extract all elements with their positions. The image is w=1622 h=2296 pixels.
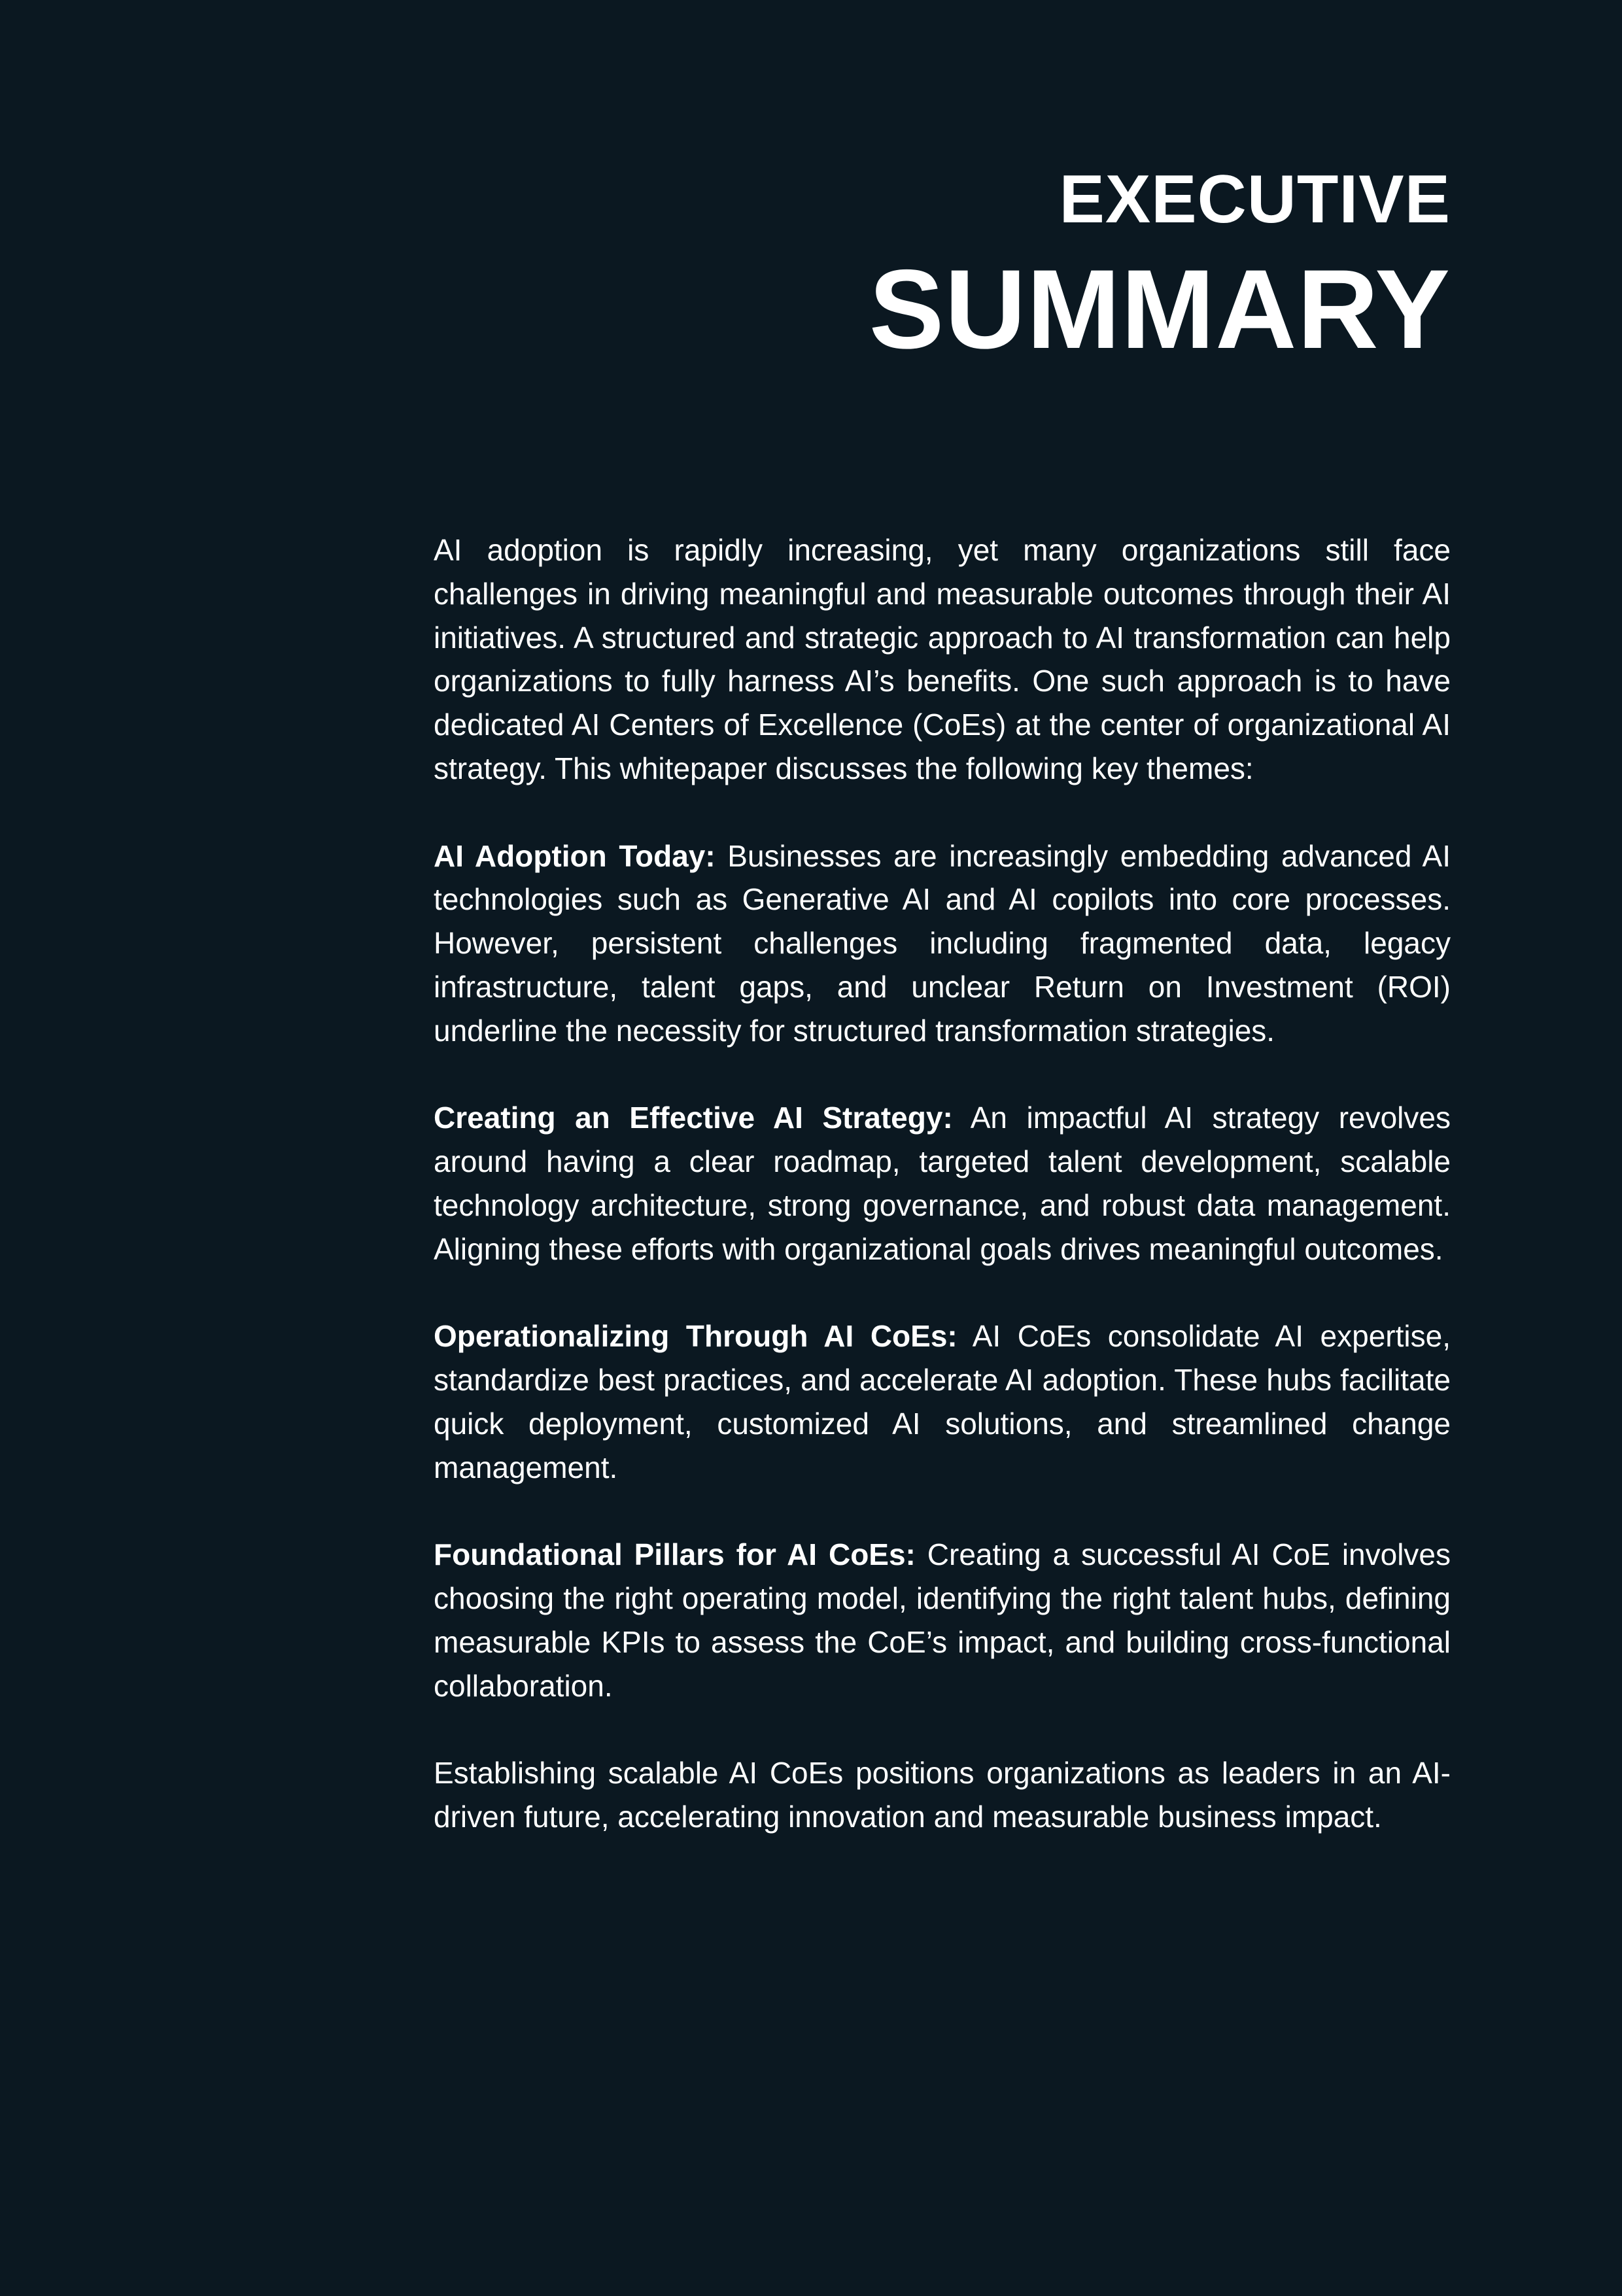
- intro-paragraph: AI adoption is rapidly increasing, yet many organizations still face challenges in driving meaningful and measurable outcomes through their AI initiatives. A structured and strategic approach to AI transformation can help organizations to fully harness AI’s benefits. One such approach is to have dedicated AI Centers of Excellence (CoEs) at the center of organizational AI strategy. This whitepaper discusses the following key themes:: [434, 533, 1451, 785]
- theme-paragraph-foundational-pillars: [434, 1533, 1451, 1707]
- theme-heading: AI Adoption Today:: [434, 838, 716, 873]
- title-line-executive: EXECUTIVE: [1059, 162, 1451, 237]
- theme-text: AI CoEs consolidate AI expertise, standardize best practices, and accelerate AI adoption. These hubs facilitate quick deployment, customized AI solutions, and streamlined change management.: [434, 1319, 1451, 1484]
- theme-heading: Creating an Effective AI Strategy:: [434, 1101, 953, 1135]
- page-title: [869, 157, 1451, 371]
- theme-text: Businesses are increasingly embedding advanced AI technologies such as Generative AI and AI copilots into core processes. However, persistent challenges including fragmented data, legacy infrastructure, talent gaps, and unclear Return on Investment (ROI) underline the necessity for structured transformation strategies.: [434, 838, 1451, 1048]
- theme-text: Creating a successful AI CoE involves choosing the right operating model, identifying the right talent hubs, defining measurable KPIs to assess the CoE’s impact, and building cross-functional collaboration.: [434, 1537, 1451, 1703]
- title-line-summary: SUMMARY: [869, 247, 1451, 372]
- theme-text: An impactful AI strategy revolves around having a clear roadmap, targeted talent development, scalable technology architecture, strong governance, and robust data management. Aligning these efforts with organizational goals drives meaningful outcomes.: [434, 1101, 1451, 1266]
- summary-body: [434, 528, 1451, 1839]
- theme-paragraph-ai-adoption: [434, 834, 1451, 1053]
- theme-heading: Operationalizing Through AI CoEs:: [434, 1319, 958, 1354]
- theme-paragraph-ai-strategy: [434, 1096, 1451, 1271]
- theme-heading: Foundational Pillars for AI CoEs:: [434, 1537, 916, 1572]
- theme-paragraph-operationalizing: [434, 1314, 1451, 1489]
- conclusion-paragraph: Establishing scalable AI CoEs positions organizations as leaders in an AI-driven future, accelerating innovation and measurable business impact.: [434, 1756, 1451, 1834]
